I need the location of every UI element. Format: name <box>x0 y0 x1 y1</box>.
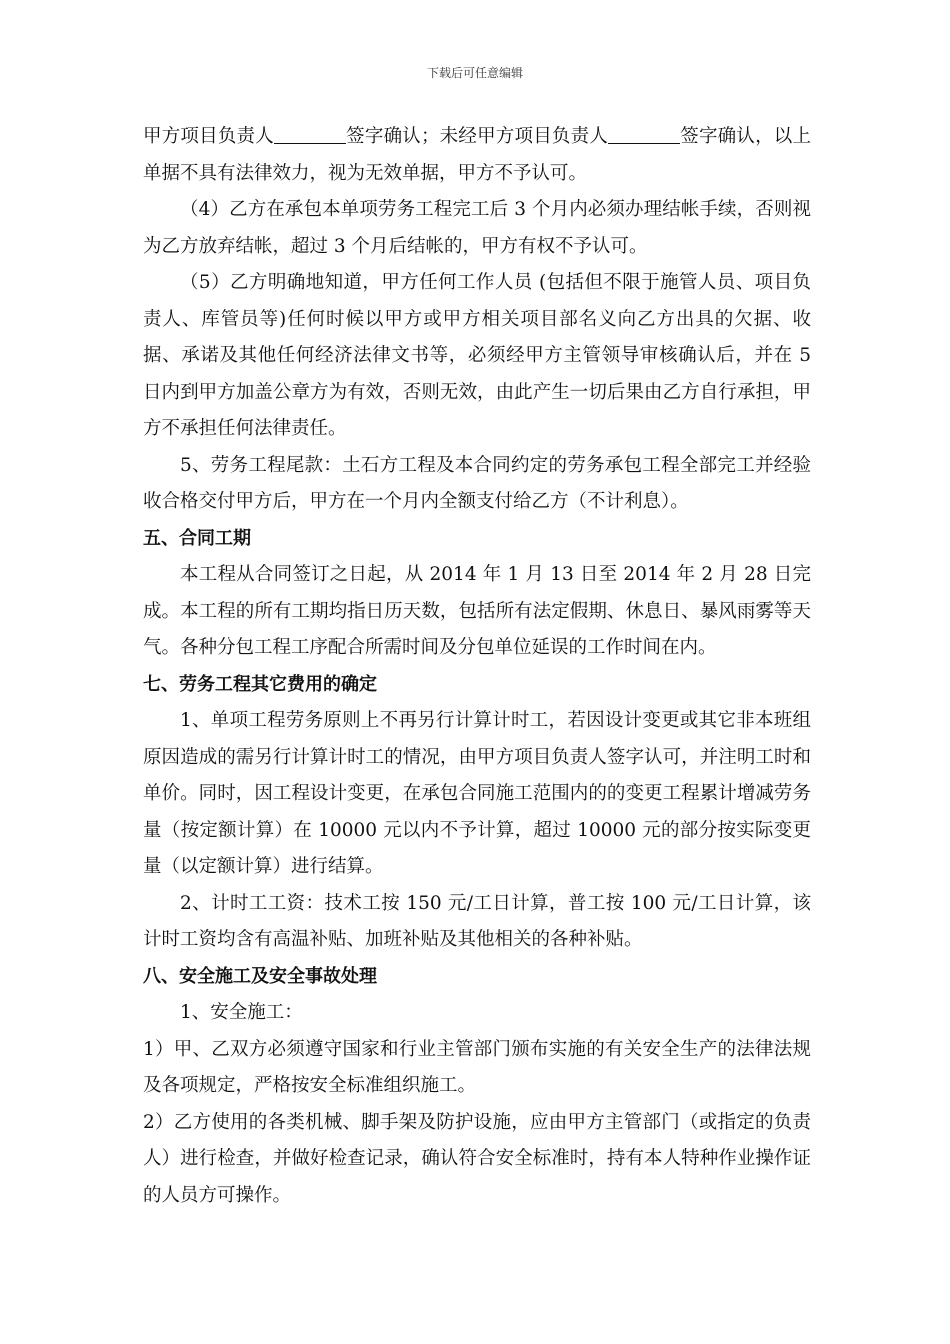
section-8-heading: 八、安全施工及安全事故处理 <box>143 965 377 987</box>
signature-blank-1 <box>274 125 346 145</box>
section-5-heading: 五、合同工期 <box>143 527 251 549</box>
signature-text-c: 签字确认，以上单据不具有法律效力，视为无效单据，甲方不予认可。 <box>143 126 811 184</box>
clause-5: （5）乙方明确地知道，甲方任何工作人员 (包括但不限于施管人员、项目负责人、库管员等)任何时候以甲方或甲方相关项目部名义向乙方出具的欠据、收据、承诺及其他任何经济法律文书等，必须经甲方主管领导审核确认后，并在 5 日内到甲方加盖公章方为有效，否则无效，由此产生一切后果由乙方自行承担，甲方不承担任何法律责任。 <box>143 272 811 439</box>
section-8-item-2: 2）乙方使用的各类机械、脚手架及防护设施，应由甲方主管部门（或指定的负责人）进行检查，并做好检查记录，确认符合安全标准时，持有本人特种作业操作证的人员方可操作。 <box>143 1111 811 1206</box>
section-8-subheading: 1、安全施工： <box>180 1002 303 1023</box>
signature-text-b: 签字确认；未经甲方项目负责人 <box>345 126 609 147</box>
document-body <box>143 119 811 1214</box>
section-8-item-1: 1）甲、乙双方必须遵守国家和行业主管部门颁布实施的有关安全生产的法律法规及各项规定，严格按安全标准组织施工。 <box>143 1038 811 1096</box>
signature-text-a: 甲方项目负责人 <box>143 126 274 147</box>
signature-blank-2 <box>608 125 680 145</box>
section-7-item-1: 1、单项工程劳务原则上不再另行计算计时工，若因设计变更或其它非本班组原因造成的需另行计算计时工的情况，由甲方项目负责人签字认可，并注明工时和单价。同时，因工程设计变更，在承包合同施工范围内的的变更工程累计增减劳务量（按定额计算）在 10000 元以内不予计算，超过 10000 元的部分按实际变更量（以定额计算）进行结算。 <box>143 710 811 877</box>
page-header-note: 下载后可任意编辑 <box>426 66 523 80</box>
section-5-body: 本工程从合同签订之日起，从 2014 年 1 月 13 日至 2014 年 2 月 28 日完成。本工程的所有工期均指日历天数，包括所有法定假期、休息日、暴风雨雾等天气。各种分包工程工序配合所需时间及分包单位延误的工作时间在内。 <box>143 564 811 658</box>
section-7-item-2: 2、计时工工资：技术工按 150 元/工日计算，普工按 100 元/工日计算，该计时工资均含有高温补贴、加班补贴及其他相关的各种补贴。 <box>143 892 811 950</box>
section-7-heading: 七、劳务工程其它费用的确定 <box>143 673 377 695</box>
final-payment-clause: 5、劳务工程尾款：土石方工程及本合同约定的劳务承包工程全部完工并经验收合格交付甲方后，甲方在一个月内全额支付给乙方（不计利息）。 <box>143 454 811 512</box>
clause-4: （4）乙方在承包本单项劳务工程完工后 3 个月内必须办理结帐手续，否则视为乙方放弃结帐，超过 3 个月后结帐的，甲方有权不予认可。 <box>143 199 811 257</box>
signature-paragraph <box>143 119 811 192</box>
